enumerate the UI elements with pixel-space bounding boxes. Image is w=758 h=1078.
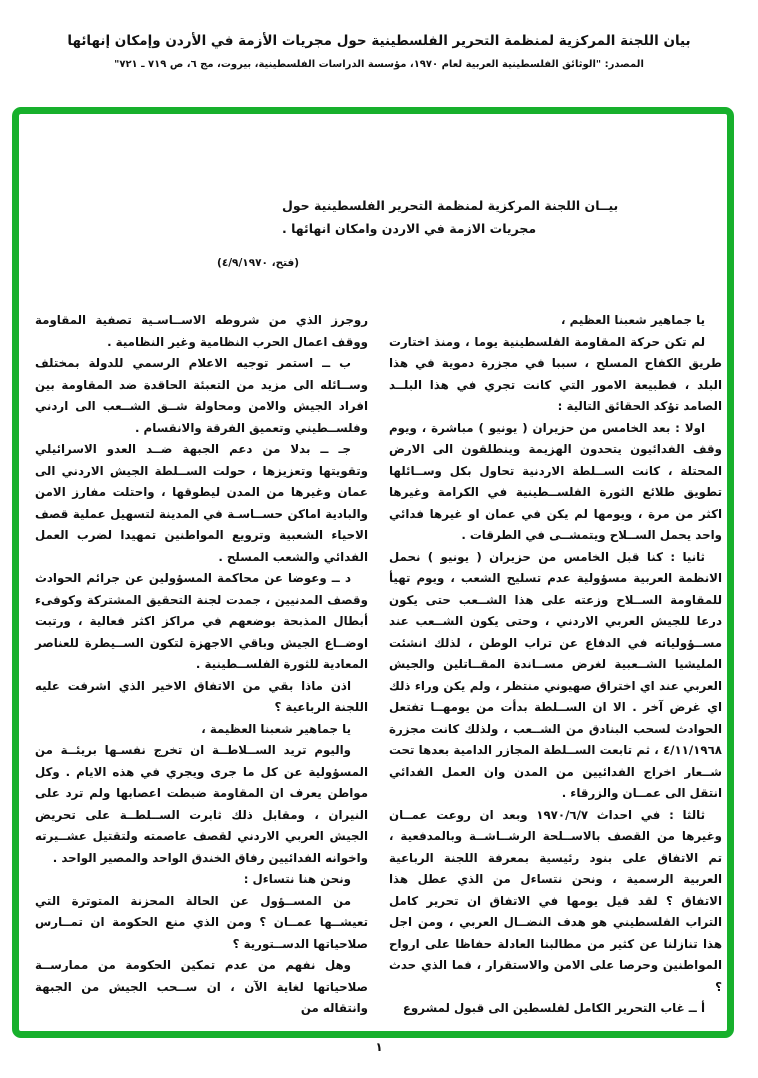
text-column-left (35, 310, 368, 1020)
paragraph: أ ــ غاب التحرير الكامل لفلسطين الى قبول لمشروع (402, 1001, 705, 1015)
paragraph: د ــ وعوضا عن محاكمة المسؤولين عن جرائم الحوادث وقصف المدنيين ، جمدت لجنة التحقيق المشتركة وكوفىء أبطال المذبحة بوضعهم في مراكز اكثر فعالية ، ورتبت اوضــاع الجيش وباقي الاجهزة لتكون الســيطرة للعناصر المعادية للثورة الفلســطينية . (35, 571, 368, 671)
paragraph: يا جماهير شعبنا العظيم ، (561, 313, 705, 327)
page-header (0, 33, 758, 70)
document-title-line2: مجريات الازمة في الاردن وامكان انهائها . (282, 221, 537, 236)
paragraph: روجرز الذي من شروطه الاســاسـية تصفية المقاومة ووقف اعمال الحرب النظامية وغير النظامية . (35, 313, 368, 349)
document-title (282, 194, 618, 240)
green-border-frame (12, 107, 734, 1038)
paragraph: لم تكن حركة المقاومة الفلسطينية يوما ، ومنذ اختارت طريق الكفاح المسلح ، سببا في مجزرة دموية في هذا البلد ، فطبيعة الامور التي كانت تجري في هذا البلــد الصامد تؤكد الحقائق التالية : (389, 334, 722, 413)
paragraph: ثالثا : في احداث ١٩٧٠/٦/٧ وبعد ان روعت عمــان وغيرها من القصف بالاســلحة الرشــاشــة وبالمدفعية ، تم الاتفاق على بنود رئيسية بمعرفة اللجنة الرباعية العربية الرسمية ، ونحن نتساءل من الذي عطل هذا الاتفاق ؟ لقد قيل يومها في الاتفاق ان تحرير كامل التراب الفلسطيني هو هدف النضــال العربي ، ومن اجل هذا تنازلنا عن كثير من مطالبنا العادلة حفاظا على ارواح المواطنين وحرصا على الامن والاستقرار ، فما الذي حدث ؟ (389, 807, 722, 994)
paragraph: اولا : بعد الخامس من حزيران ( يونيو ) مباشرة ، ويوم وقف الفدائيون يتحدون الهزيمة وينطلقون الى الارض المحتلة ، كانت الســلطة الاردنية تحاول بكل وســائلها تطويق طلائع الثورة الفلســطينية في الكرامة وغيرها اكثر من مرة ، ويومها لم يكن في عمان او غيرها فدائي واحد يحمل الســلاح ويتمشــى في الطرقات . (389, 420, 722, 542)
paragraph: ثانيا : كنا قبل الخامس من حزيران ( يونيو ) نحمل الانظمة العربية مسؤولية عدم تسليح الشعب ، ويوم تهيأ للمقاومة الســلاح وزعته على هذا الشــعب حتى يكون درعا للجيش العربي الاردني ، وحتى يكون الشــعب عند مســؤولياته في الدفاع عن تراب الوطن ، لذلك انشئت المليشيا الشــعبية لغرض مســاندة المقــاتلين والجيش العربي عند اي اختراق صهيوني منتظر ، ولم يكن وراء ذلك اي غرض آخر . الا ان الســلطة بدأت من يومهــا تفتعل الحوادث لسحب البنادق من الشــعب ، ولذلك كانت مجزرة ٤/١١/١٩٦٨ ، ثم تابعت الســلطة المجازر الدامية بعدها تحت شــعار اخراج الفدائيين من المدن وان العمل الفدائي انتقل الى عمــان والزرقاء . (389, 549, 722, 800)
paragraph: اذن ماذا بقي من الاتفاق الاخير الذي اشرفت عليه اللجنة الرباعية ؟ (35, 678, 368, 714)
document-date: (فتح، ٤/٩/١٩٧٠) (217, 257, 300, 269)
page-title: بيان اللجنة المركزية لمنظمة التحرير الفلسطينية حول مجريات الأزمة في الأردن وإمكان إنهائها (67, 33, 691, 49)
page-number: ١ (375, 1040, 383, 1054)
paragraph: جـ ــ بدلا من دعم الجبهة ضــد العدو الاسرائيلي وتقويتها وتعزيزها ، حولت الســلطة الجيش الاردني الى عمان وغيرها من المدن ليطوقها ، واحتلت مفارز الامن والبادية اماكن حســاسـة في المدينة لتسهيل عملية قصف الاحياء الشعبية وترويع المواطنين تمهيدا لضرب العمل الفدائي والشعب المسلح . (35, 442, 368, 564)
paragraph: ب ــ استمر توجيه الاعلام الرسمي للدولة بمختلف وســائله الى مزيد من التعبئة الحاقدة ضد المقاومة بين افراد الجيش والامن ومحاولة شــق الشــعب الى اردني وفلســطيني وتعميق الفرقة والانقسام . (35, 356, 368, 435)
source-citation: المصدر: "الوثائق الفلسطينية العربية لعام ١٩٧٠، مؤسسة الدراسات الفلسطينية، بيروت، مج ٦، ص ٧١٩ ـ ٧٢١" (114, 59, 644, 70)
document-title-line1: بيــان اللجنة المركزية لمنظمة التحرير الفلسطينية حول (282, 198, 619, 213)
paragraph: واليوم تريد الســلاطــة ان تخرج نفسـها بريئــة من المسؤولية عن كل ما جرى ويجري في هذه الايام . وكل مواطن يعرف ان المقاومة ضبطت اعصابها ولم ترد على النيران ، ومقابل ذلك ثابرت الســلطــة على تحريض الجيش العربي الاردني لقصف عاصمته ولتقتيل عشــيرته واخوانه الفدائيين رفاق الخندق الواحد والمصير الواحد . (35, 743, 368, 865)
paragraph: ونحن هنا نتساءل : (243, 872, 351, 886)
text-column-right (389, 310, 722, 1020)
paragraph: من المســؤول عن الحالة المحزنة المتوترة التي تعيشــها عمــان ؟ ومن الذي منع الحكومة ان تمــارس صلاحياتها الدســتورية ؟ (35, 893, 368, 951)
paragraph: وهل نفهم من عدم تمكين الحكومة من ممارســة صلاحياتها لغاية الآن ، ان ســحب الجيش من الجبهة وانتقاله من (35, 958, 368, 1015)
paragraph: يا جماهير شعبنا العظيمة ، (201, 721, 351, 736)
